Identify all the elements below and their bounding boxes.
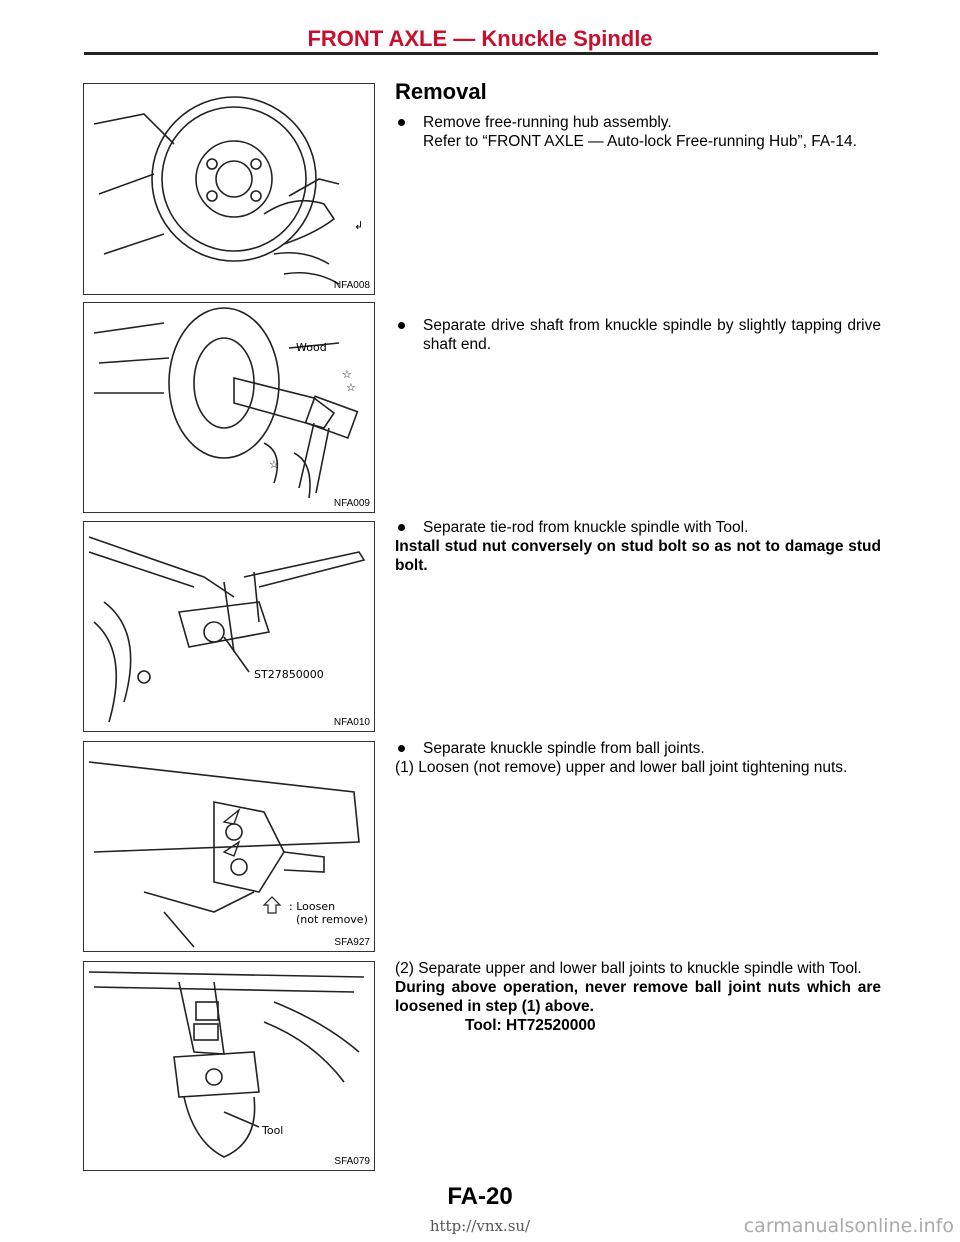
figure-code: SFA079: [334, 1156, 370, 1167]
section-title: Removal: [395, 79, 487, 104]
svg-text:☆: ☆: [269, 458, 279, 471]
step-remove-hub: [395, 113, 881, 151]
figure-label: : Loosen: [289, 900, 336, 913]
watermark: carmanualsonline.info: [743, 1215, 954, 1237]
bullet-item: Remove free-running hub assembly.: [395, 113, 881, 132]
site-url-link[interactable]: http://vnx.su/: [429, 1217, 531, 1235]
step-separate-ball-joints: [395, 959, 881, 1035]
figure-code: NFA009: [333, 498, 370, 509]
figure-code: SFA927: [334, 937, 370, 948]
sub-step-2: (2) Separate upper and lower ball joints to knuckle spindle with Tool.: [395, 960, 862, 977]
figure-label: (not remove): [296, 913, 368, 926]
header-rule: [84, 52, 878, 55]
svg-text:☆: ☆: [346, 381, 356, 394]
figure-label: ST27850000: [254, 668, 324, 681]
page-number: FA-20: [447, 1183, 513, 1210]
page-header-title: FRONT AXLE — Knuckle Spindle: [307, 26, 653, 51]
bullet-item: Separate tie-rod from knuckle spindle with Tool.: [395, 518, 881, 537]
figure-label: Wood: [296, 341, 327, 354]
step-separate-drive-shaft: [395, 316, 881, 354]
figure-tie-rod: [83, 521, 375, 732]
figure-drive-shaft: [83, 302, 375, 513]
figure-hub-removal: [83, 83, 375, 295]
figure-label: Tool: [262, 1124, 284, 1137]
sub-step-1: (1) Loosen (not remove) upper and lower ball joint tightening nuts.: [395, 759, 848, 776]
ball-joint-illustration: [84, 742, 374, 951]
figure-code: NFA008: [333, 280, 370, 291]
step-separate-knuckle: [395, 739, 881, 777]
reference-text: Refer to “FRONT AXLE — Auto-lock Free-running Hub”, FA-14.: [423, 133, 857, 150]
figure-ball-joint-tool: [83, 961, 375, 1171]
tool-number: Tool: HT72520000: [465, 1017, 596, 1034]
step-separate-tie-rod: [395, 518, 881, 575]
drive-shaft-illustration: [84, 303, 374, 512]
ball-joint-tool-illustration: [84, 962, 374, 1170]
caution-text: During above operation, never remove ball joint nuts which are loosened in step (1) above.: [395, 979, 881, 1015]
tie-rod-illustration: [84, 522, 374, 731]
figure-code: NFA010: [333, 717, 370, 728]
figure-ball-joint-nuts: [83, 741, 375, 952]
bullet-item: Separate knuckle spindle from ball joints.: [395, 739, 881, 758]
svg-text:↲: ↲: [354, 219, 364, 232]
caution-text: Install stud nut conversely on stud bolt so as not to damage stud bolt.: [395, 538, 881, 574]
svg-text:☆: ☆: [342, 368, 352, 381]
bullet-item: Separate drive shaft from knuckle spindle by slightly tapping drive shaft end.: [395, 316, 881, 354]
hub-removal-illustration: [84, 84, 374, 294]
